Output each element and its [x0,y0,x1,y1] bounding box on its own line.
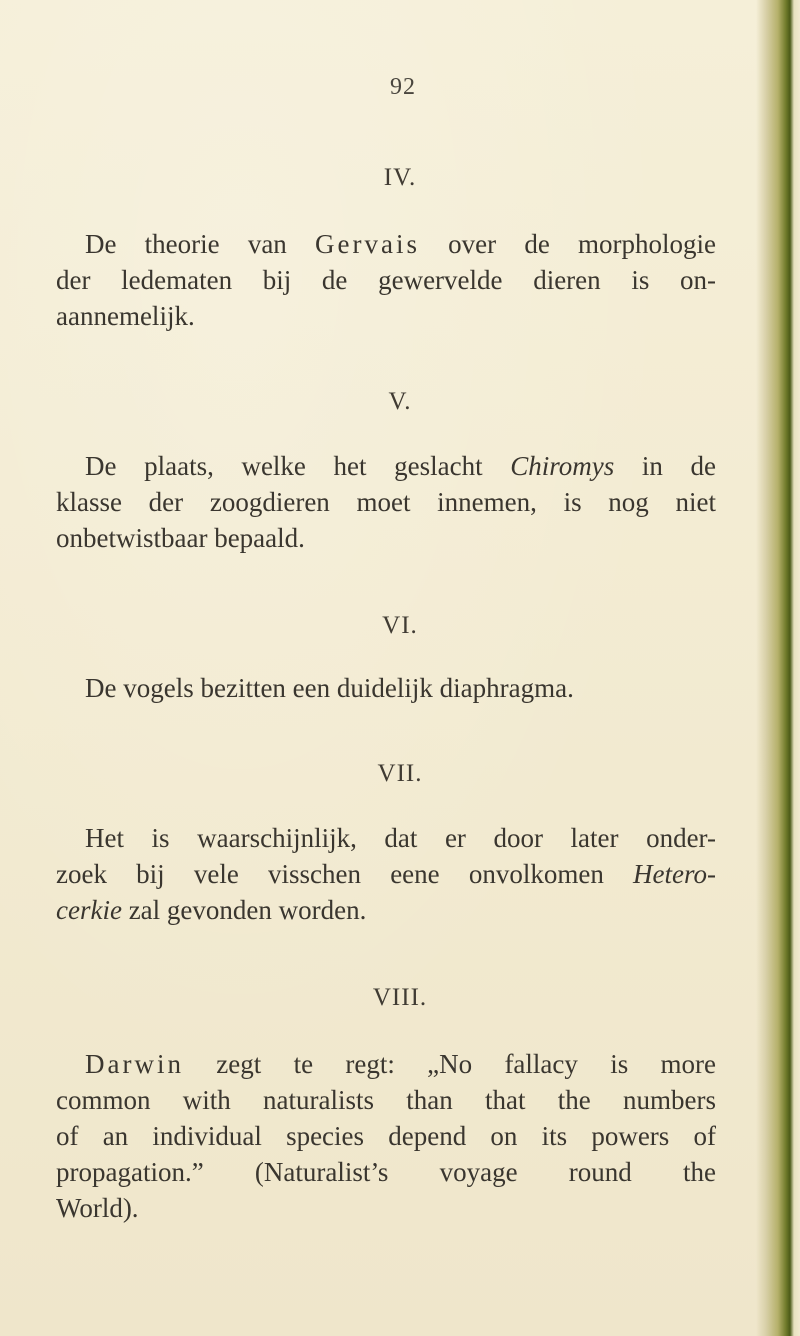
paragraph-line: cerkie zal gevonden worden. [56,895,367,925]
section-heading-v: V. [388,388,412,415]
paragraph-line: of an individual species depend on its powers of [56,1121,716,1151]
section-heading-viii: VIII. [372,984,428,1011]
author-name: Darwin [85,1049,184,1079]
paragraph-line: common with naturalists than that the numbers [56,1085,716,1115]
paragraph-line: World). [56,1193,139,1223]
paragraph-line: Darwin zegt te regt: „No fallacy is more [85,1049,716,1079]
section-v-paragraph [56,448,716,556]
section-vi-paragraph [56,670,716,706]
section-iv-paragraph [56,226,716,334]
page-edge-binding [756,0,800,1336]
paragraph-line: De theorie van Gervais over de morphologie [85,229,716,259]
section-heading-vi: VI. [382,612,418,639]
section-viii-paragraph [56,1046,716,1226]
author-name: Gervais [315,229,420,259]
paragraph-line: zoek bij vele visschen eene onvolkomen Hetero- [56,859,716,889]
section-vii-paragraph [56,820,716,928]
term-italic: Hetero- [633,859,716,889]
paragraph-line: der ledematen bij de gewervelde dieren is on- [56,265,716,295]
term-italic: cerkie [56,895,122,925]
paragraph-line: Het is waarschijnlijk, dat er door later onder- [85,823,716,853]
section-heading-iv: IV. [383,164,417,191]
paragraph-line: De plaats, welke het geslacht Chiromys in de [85,451,716,481]
paragraph-line: De vogels bezitten een duidelijk diaphragma. [85,673,574,703]
paragraph-line: propagation.” (Naturalist’s voyage round the [56,1157,716,1187]
page-number: 92 [390,74,416,100]
section-heading-vii: VII. [377,760,423,787]
genus-name: Chiromys [510,451,615,481]
paragraph-line: aannemelijk. [56,301,195,331]
paragraph-line: onbetwistbaar bepaald. [56,523,305,553]
paragraph-line: klasse der zoogdieren moet innemen, is nog niet [56,487,716,517]
